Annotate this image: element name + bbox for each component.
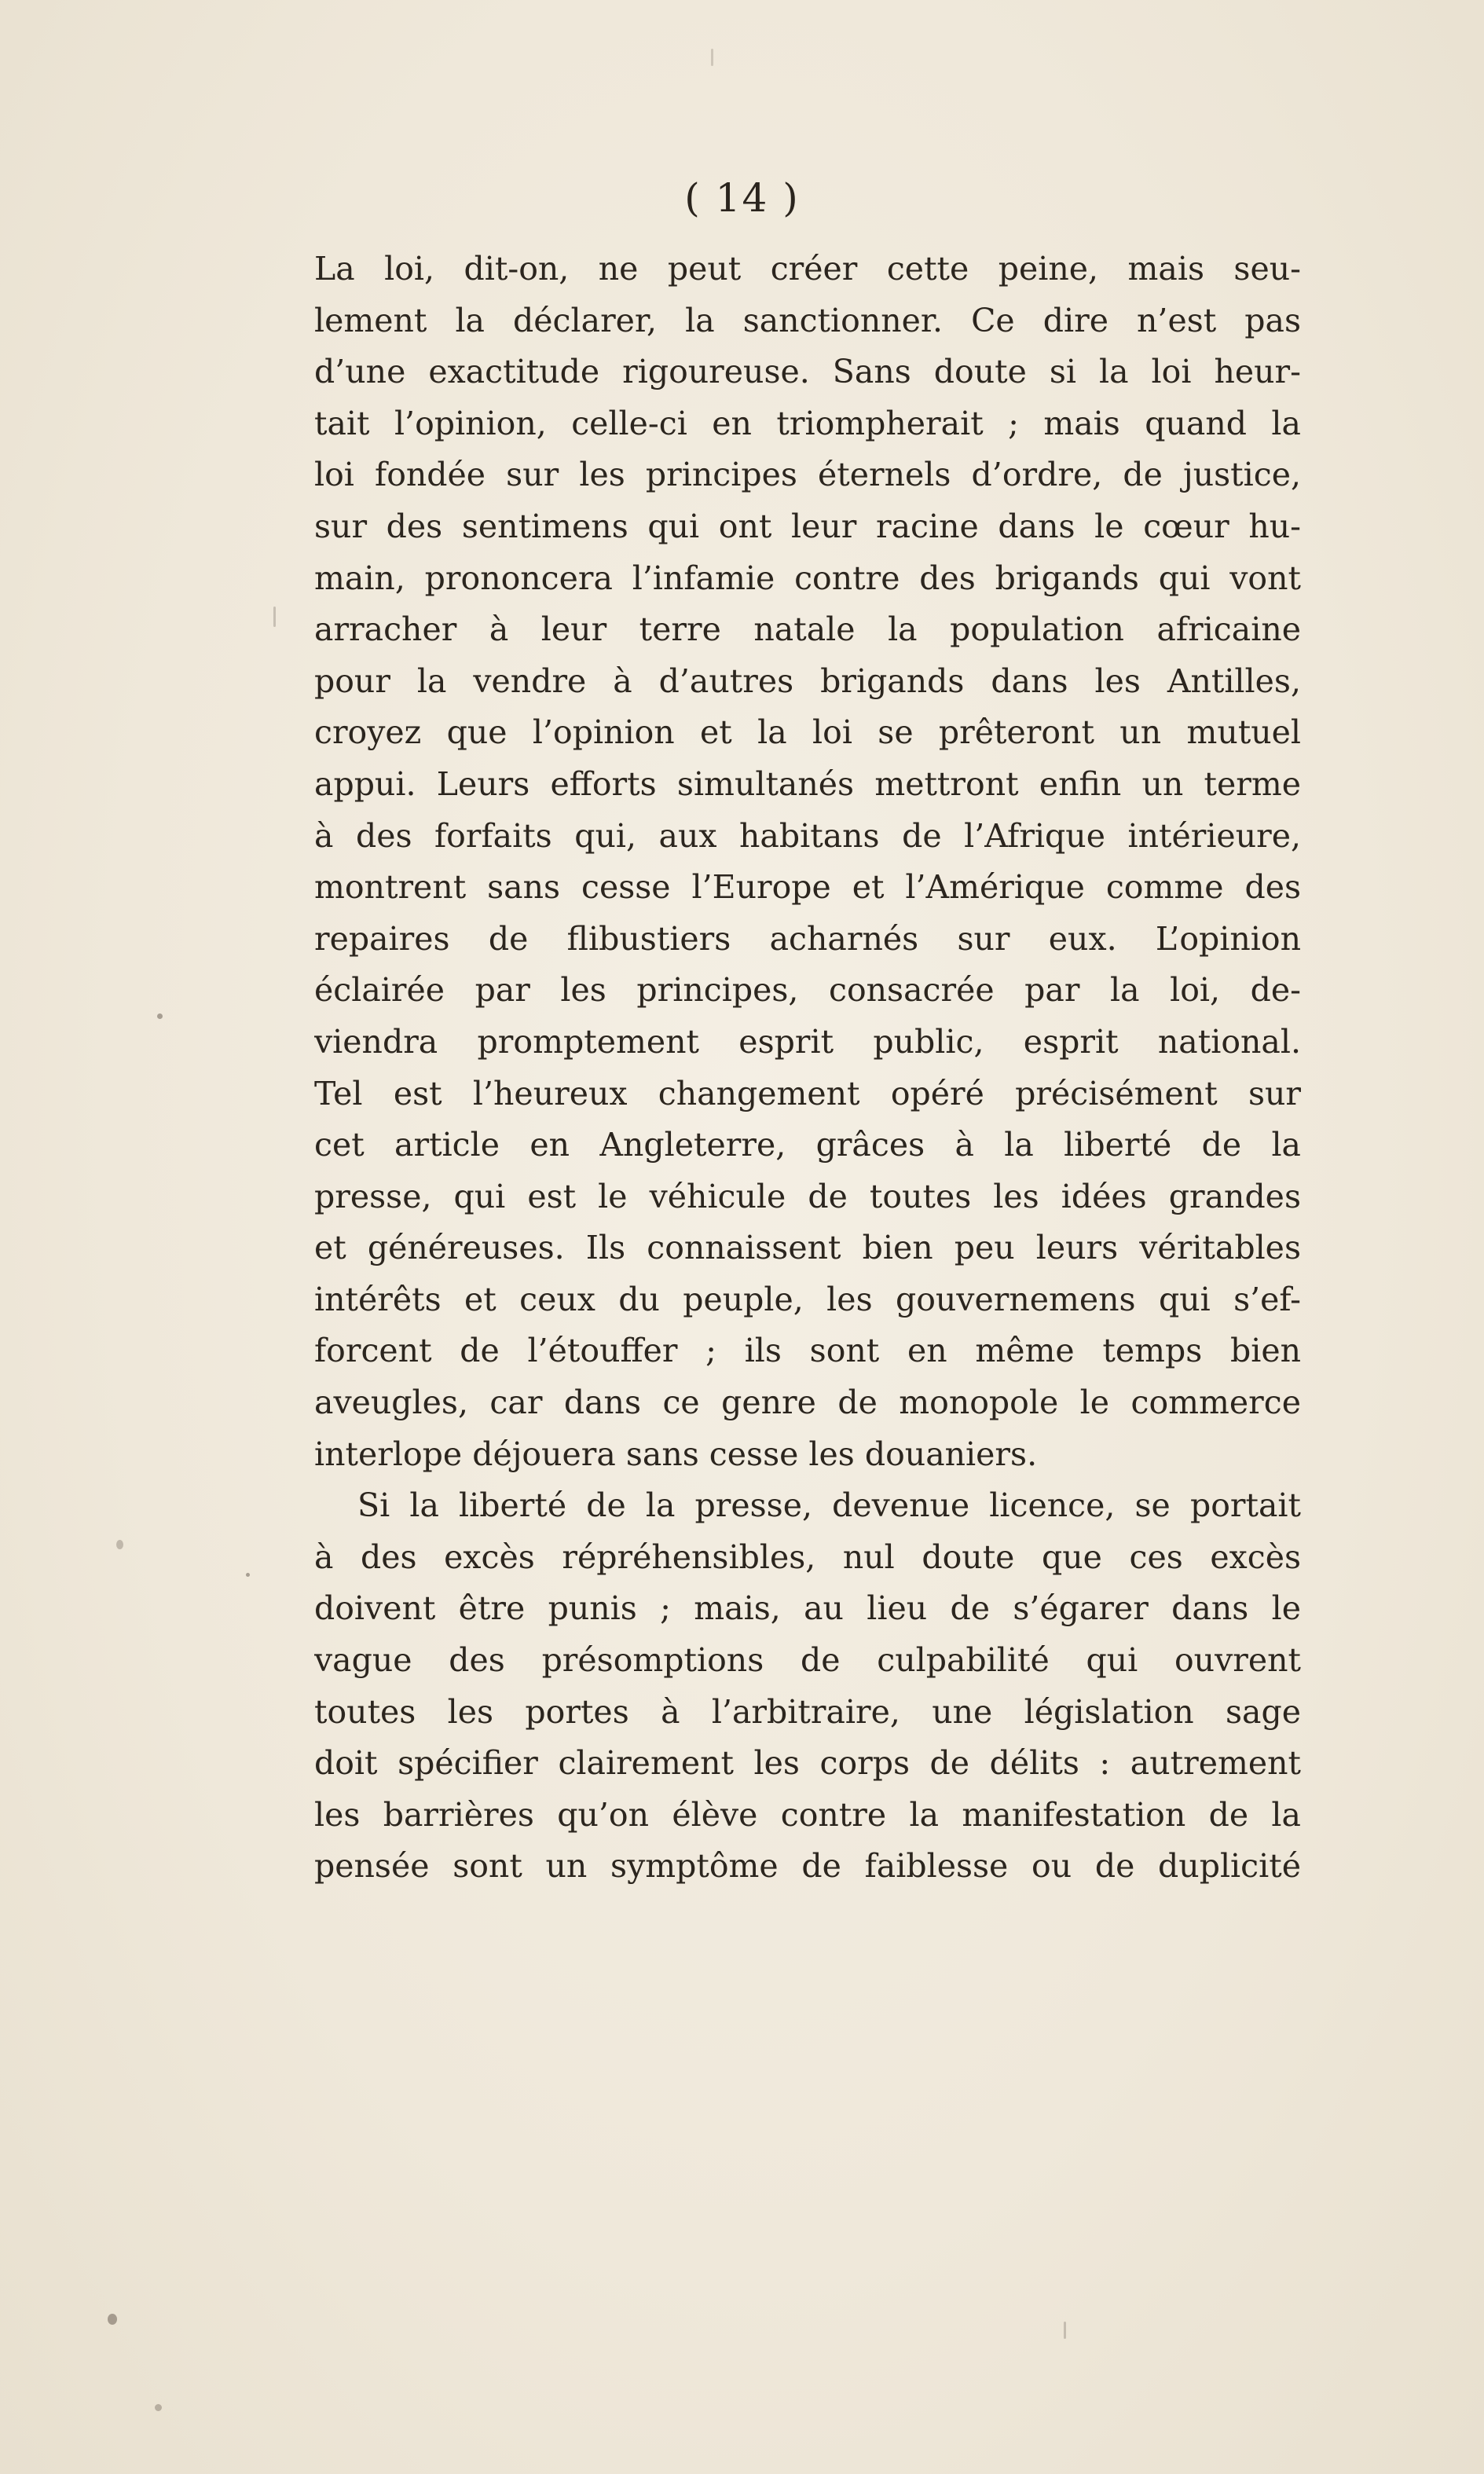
text-line: interlope déjouera sans cesse les douaniers.	[314, 1435, 1038, 1473]
text-line: tait l’opinion, celle-ci en triompherait ; mais quand la	[314, 404, 1301, 442]
paper-speck	[108, 2314, 117, 2325]
text-line: vague des présomptions de culpabilité qui ouvrent	[314, 1641, 1301, 1680]
text-line: les barrières qu’on élève contre la manifestation de la	[314, 1795, 1301, 1834]
text-line: repaires de flibustiers acharnés sur eux. L’opinion	[314, 919, 1301, 958]
paper-speck	[246, 1573, 250, 1577]
text-line: La loi, dit-on, ne peut créer cette peine, mais seu-	[314, 250, 1301, 288]
text-line: montrent sans cesse l’Europe et l’Amérique comme des	[314, 868, 1301, 907]
text-line: doit spécifier clairement les corps de délits : autrement	[314, 1744, 1301, 1783]
text-line: intérêts et ceux du peuple, les gouvernemens qui s’ef-	[314, 1280, 1301, 1318]
text-line: éclairée par les principes, consacrée par la loi, de-	[314, 971, 1301, 1010]
text-line: presse, qui est le véhicule de toutes les idées grandes	[314, 1177, 1301, 1215]
paper-speck	[155, 2404, 162, 2411]
paper-speck	[273, 607, 276, 627]
paper-speck	[157, 1013, 163, 1019]
text-line: croyez que l’opinion et la loi se prêteront un mutuel	[314, 713, 1301, 752]
text-line: aveugles, car dans ce genre de monopole le commerce	[314, 1384, 1301, 1422]
text-line: doivent être punis ; mais, au lieu de s’égarer dans le	[314, 1589, 1301, 1628]
text-line: Tel est l’heureux changement opéré précisément sur	[314, 1074, 1301, 1112]
text-line: à des forfaits qui, aux habitans de l’Afrique intérieure,	[314, 816, 1301, 855]
text-line: pensée sont un symptôme de faiblesse ou de duplicité	[314, 1847, 1301, 1886]
text-line: d’une exactitude rigoureuse. Sans doute si la loi heur-	[314, 353, 1301, 391]
text-line: viendra promptement esprit public, esprit national.	[314, 1022, 1301, 1061]
text-line: forcent de l’étouffer ; ils sont en même temps bien	[314, 1332, 1301, 1370]
text-line: arracher à leur terre natale la population africaine	[314, 610, 1301, 649]
text-line: et généreuses. Ils connaissent bien peu leurs véritables	[314, 1229, 1301, 1267]
text-line: cet article en Angleterre, grâces à la liberté de la	[314, 1126, 1301, 1164]
paragraph-1	[314, 244, 1301, 1480]
text-line: pour la vendre à d’autres brigands dans les Antilles,	[314, 662, 1301, 700]
page-number: ( 14 )	[684, 175, 800, 221]
text-line: toutes les portes à l’arbitraire, une législation sage	[314, 1692, 1301, 1731]
body-text	[314, 244, 1301, 1893]
text-line: à des excès répréhensibles, nul doute que ces excès	[314, 1538, 1301, 1576]
text-line: main, prononcera l’infamie contre des brigands qui vont	[314, 559, 1301, 597]
paper-speck	[1064, 2322, 1066, 2339]
text-line: appui. Leurs efforts simultanés mettront enfin un terme	[314, 764, 1301, 803]
text-line: loi fondée sur les principes éternels d’ordre, de justice,	[314, 456, 1301, 494]
text-line: sur des sentimens qui ont leur racine dans le cœur hu-	[314, 507, 1301, 545]
text-line: Si la liberté de la presse, devenue licence, se portait	[357, 1486, 1301, 1525]
paper-speck	[711, 49, 713, 66]
paragraph-2	[314, 1480, 1301, 1893]
text-line: lement la déclarer, la sanctionner. Ce dire n’est pas	[314, 301, 1301, 339]
paper-speck	[116, 1540, 123, 1549]
